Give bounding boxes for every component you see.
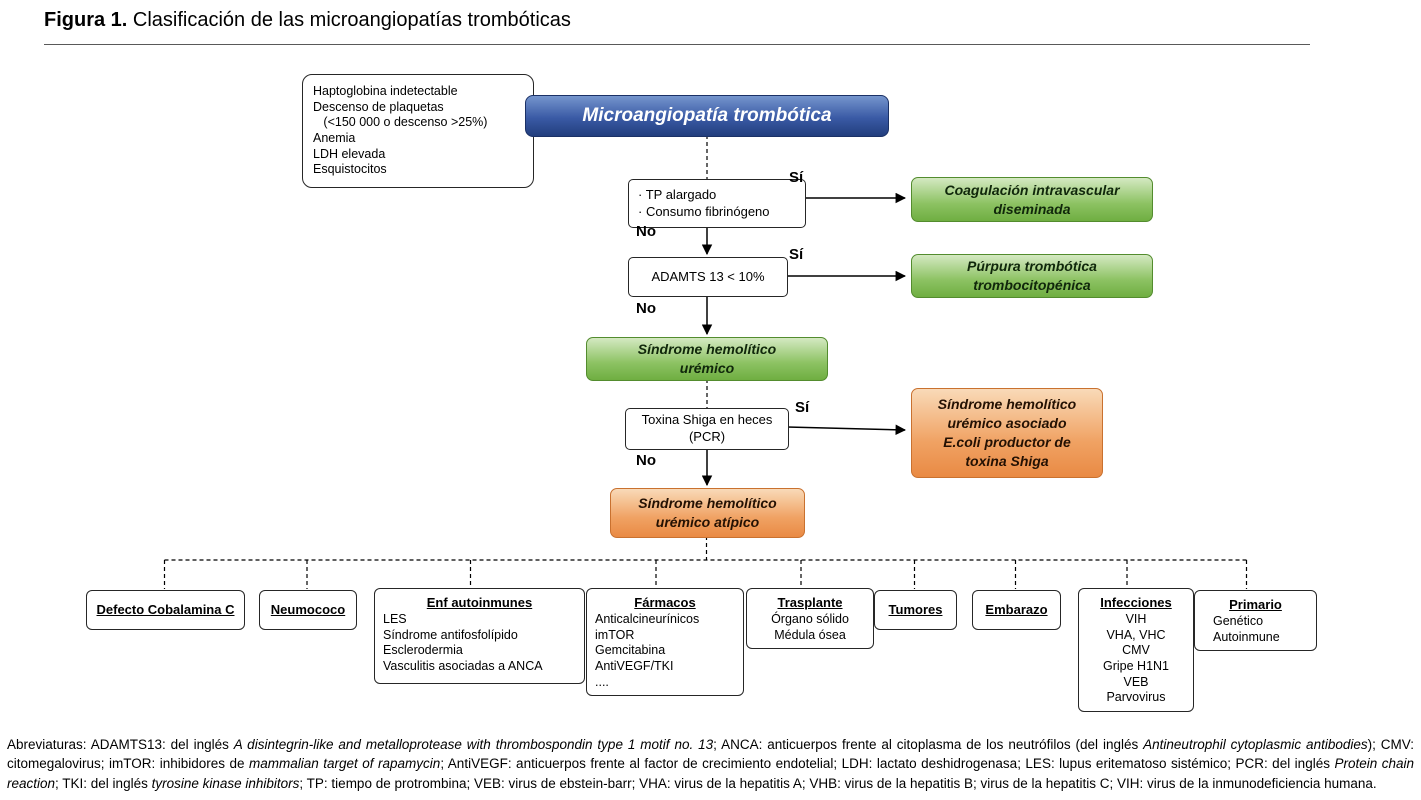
category-items: Órgano sólido Médula ósea [771,612,849,642]
category-items: Anticalcineurínicos imTOR Gemcitabina AntiVEGF/TKI .... [595,612,700,689]
outcome-stec-box: Síndrome hemolítico urémico asociado E.coli productor de toxina Shiga [911,388,1103,478]
arrow-shiga-yes [787,427,905,430]
category-title: Enf autoinmunes [426,595,533,610]
category-title: Embarazo [985,601,1048,617]
category-box-neumococo [259,590,357,630]
category-box-trasplante [746,588,874,649]
category-title: Neumococo [270,601,346,617]
no-label-tp: No [636,223,656,240]
title-rule [44,44,1310,45]
category-title: Tumores [888,601,943,617]
outcome-cid-box: Coagulación intravascular diseminada [911,177,1153,222]
category-title: Primario [1229,597,1282,612]
figure-title [44,9,571,32]
category-box-embarazo [972,590,1061,630]
decision-tp-box: · TP alargado · Consumo fibrinógeno [628,179,806,228]
decision-shiga-box: Toxina Shiga en heces (PCR) [625,408,789,450]
category-box-cobalamina [86,590,245,630]
yes-label-shiga: Sí [795,399,810,416]
category-items: VIH VHA, VHC CMV Gripe H1N1 VEB Parvovirus [1103,612,1169,705]
node-shu-atipico-box: Síndrome hemolítico urémico atípico [610,488,805,538]
category-title: Trasplante [777,595,843,610]
category-box-tumores [874,590,957,630]
category-title: Defecto Cobalamina C [96,601,235,617]
figure-number: Figura 1. [44,9,128,31]
yes-label-tp: Sí [789,169,804,186]
criteria-box: Haptoglobina indetectable Descenso de plaquetas (<150 000 o descenso >25%) Anemia LDH elevada Esquistocitos [302,74,534,188]
root-node-microangiopatia: Microangiopatía trombótica [525,95,889,137]
category-title: Infecciones [1100,595,1172,610]
category-box-farmacos [586,588,744,696]
decision-adamts-box: ADAMTS 13 < 10% [628,257,788,297]
category-items: Genético Autoinmune [1213,614,1280,644]
category-title: Fármacos [634,595,696,610]
category-box-autoinmunes [374,588,585,684]
abbreviations-text: Abreviaturas: ADAMTS13: del inglés A disintegrin-like and metalloprotease with thrombospondin type 1 motif no. 13; ANCA: anticuerpos frente al citoplasma de los neutrófilos (del inglés Antineutrophil cytoplasmic antibodies); CMV: citomegalovirus; imTOR: inhibidores de mammalian target of rapamycin; AntiVEGF: anticuerpos frente al factor de crecimiento endotelial; LDH: lactato deshidrogenasa; LES: lupus eritematoso sistémico; PCR: del inglés Protein chain reaction; TKI: del inglés tyrosine kinase inhibitors; TP: tiempo de protrombina; VEB: virus de ebstein-barr; VHA: virus de la hepatitis A; VHB: virus de la hepatitis B; virus de la hepatitis C; VIH: virus de la inmunodeficiencia humana. [7,737,1415,791]
outcome-ptt-box: Púrpura trombótica trombocitopénica [911,254,1153,298]
no-label-adamts: No [636,300,656,317]
figure-caption: Clasificación de las microangiopatías trombóticas [127,9,571,31]
node-shu-box: Síndrome hemolítico urémico [586,337,828,381]
no-label-shiga: No [636,452,656,469]
category-items: LES Síndrome antifosfolípido Esclerodermia Vasculitis asociadas a ANCA [383,612,543,674]
category-box-primario [1194,590,1317,651]
yes-label-adamts: Sí [789,246,804,263]
category-box-infecciones [1078,588,1194,712]
